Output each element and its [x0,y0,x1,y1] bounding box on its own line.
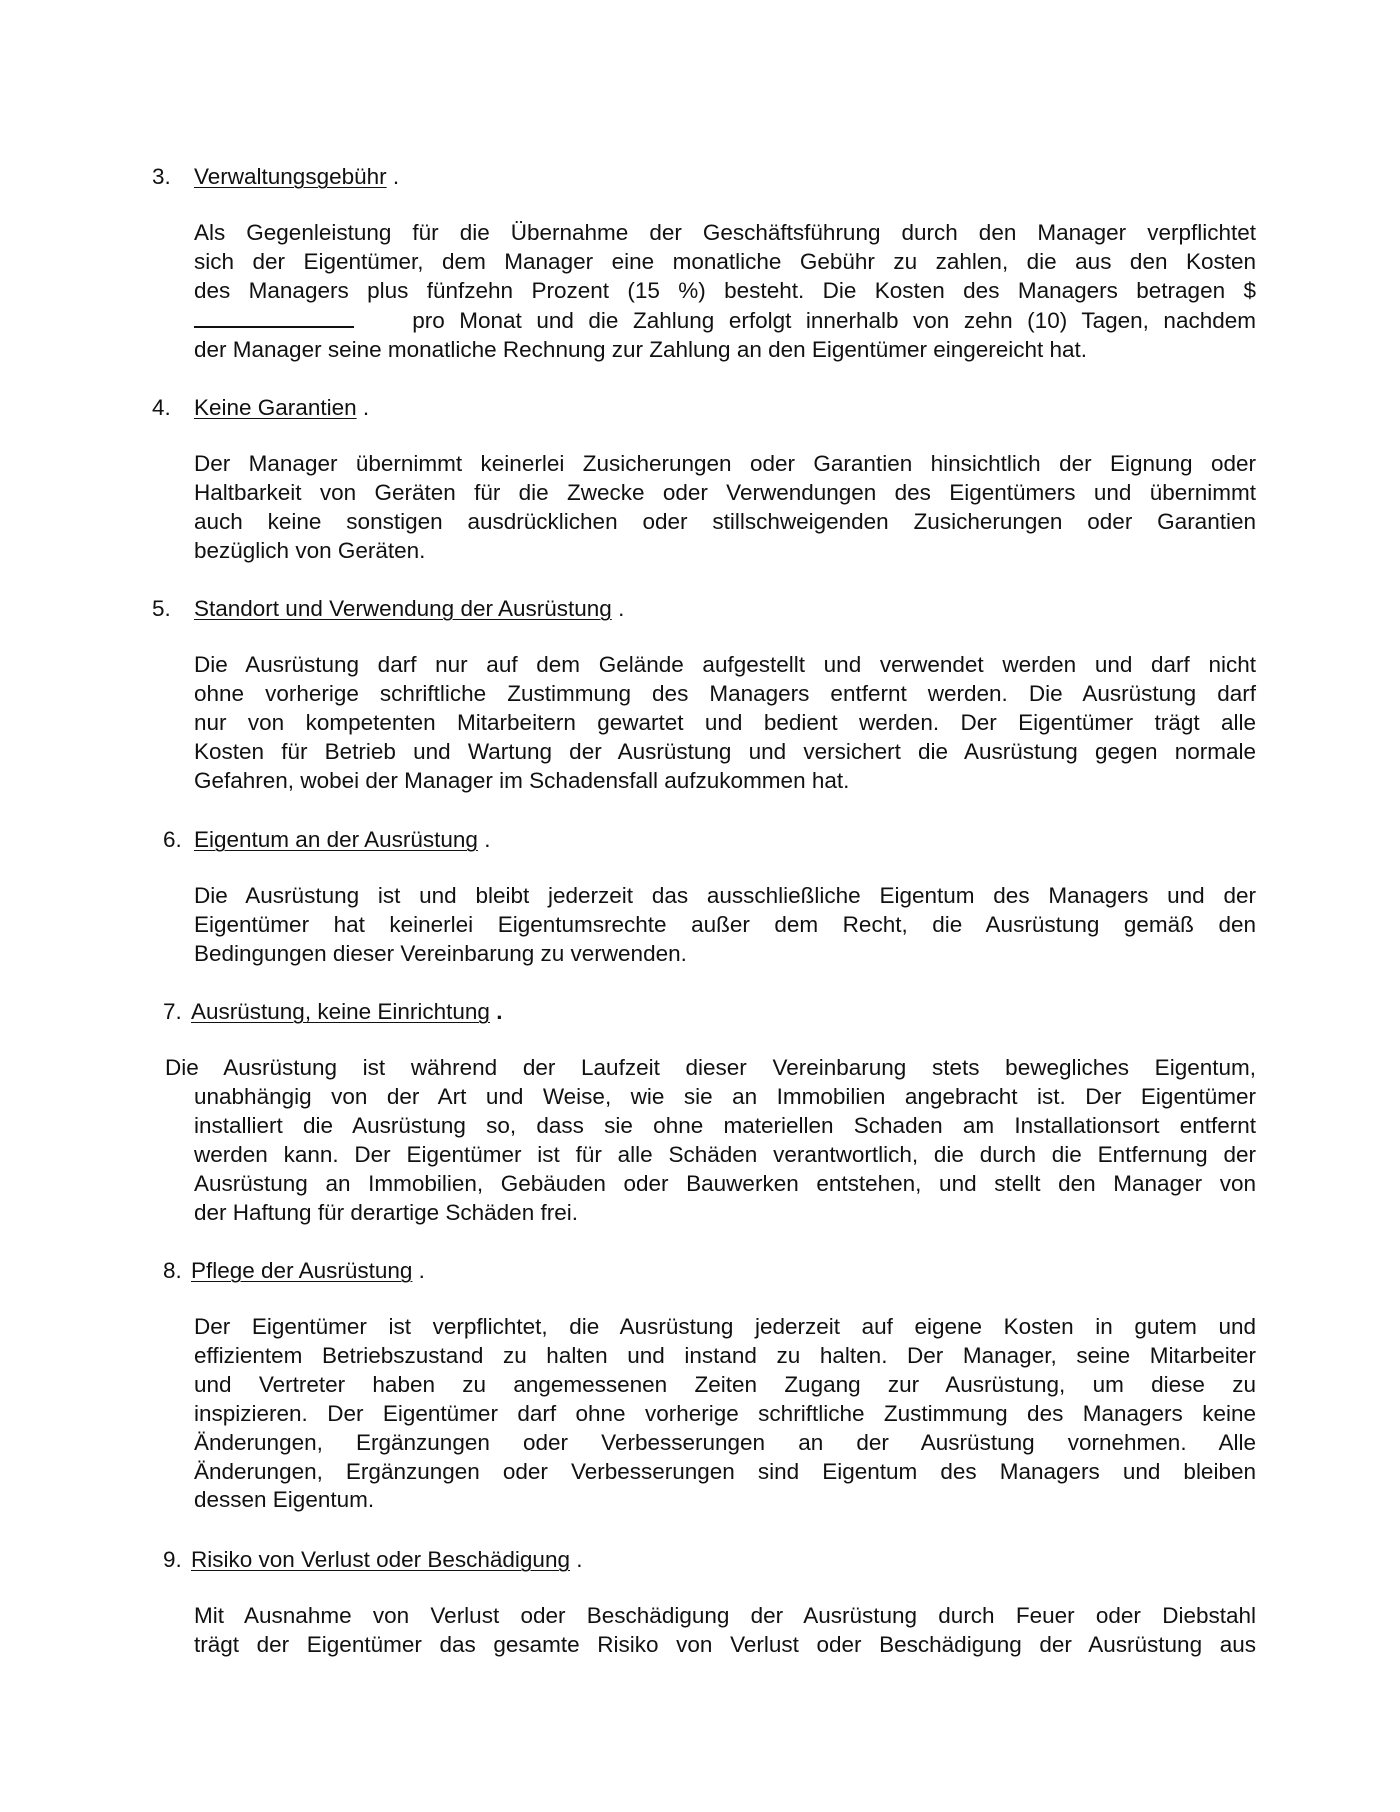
section-title-suffix: . [412,1258,425,1283]
text-line: Gefahren, wobei der Manager im Schadensfall aufzukommen hat. [194,767,850,793]
text-line: Eigentümer hat keinerlei Eigentumsrechte außer dem Recht, die Ausrüstung gemäß den [194,911,1256,937]
text-line: Haltbarkeit von Geräten für die Zwecke oder Verwendungen des Eigentümers und übernimmt [194,479,1256,505]
text-line: trägt der Eigentümer das gesamte Risiko von Verlust oder Beschädigung der Ausrüstung aus [194,1631,1256,1657]
text-line: auch keine sonstigen ausdrücklichen oder stillschweigenden Zusicherungen oder Garantien [194,508,1256,534]
section-title: Eigentum an der Ausrüstung [194,827,478,852]
section-title-suffix: . [611,596,625,621]
text-line: Die Ausrüstung ist während der Laufzeit dieser Vereinbarung stets bewegliches Eigentum, [165,1055,1256,1080]
text-line: Die Ausrüstung darf nur auf dem Gelände aufgestellt und verwendet werden und darf nicht [194,652,1256,677]
section-5-body [194,651,1256,796]
text-line: sich der Eigentümer, dem Manager eine monatliche Gebühr zu zahlen, die aus den Kosten [194,248,1256,274]
text-line: Bedingungen dieser Vereinbarung zu verwenden. [194,940,687,966]
section-title: Ausrüstung, keine Einrichtung [191,999,490,1024]
section-3-heading [152,162,399,191]
section-title-suffix: . [477,827,491,852]
text-line: der Manager seine monatliche Rechnung zur Zahlung an den Eigentümer eingereicht hat. [194,336,1088,362]
text-line: nur von kompetenten Mitarbeitern gewartet und bedient werden. Der Eigentümer trägt alle [194,709,1256,735]
section-title-suffix: . [569,1547,583,1572]
section-number: 4. [152,395,171,420]
section-title: Verwaltungsgebühr [194,164,387,189]
section-9-heading [163,1545,583,1574]
text-line: Mit Ausnahme von Verlust oder Beschädigung der Ausrüstung durch Feuer oder Diebstahl [194,1603,1256,1628]
text-line-with-blank [194,306,1256,336]
section-9-body [194,1602,1256,1660]
text-line: Änderungen, Ergänzungen oder Verbesserungen sind Eigentum des Managers und bleiben [194,1458,1256,1484]
section-title: Pflege der Ausrüstung [191,1258,413,1283]
section-number: 6. [163,827,182,852]
text-line: inspizieren. Der Eigentümer darf ohne vorherige schriftliche Zustimmung des Managers keine [194,1400,1256,1426]
section-4-body [194,450,1256,566]
section-title: Standort und Verwendung der Ausrüstung [194,596,612,621]
section-number: 7. [163,999,182,1024]
section-6-body [194,882,1256,969]
text-line: bezüglich von Geräten. [194,537,426,563]
text-line: Kosten für Betrieb und Wartung der Ausrüstung und versichert die Ausrüstung gegen normale [194,738,1256,764]
section-4-heading [152,393,369,422]
text-line: pro Monat und die Zahlung erfolgt innerhalb von zehn (10) Tagen, nachdem [412,307,1256,333]
section-6-heading [163,825,490,854]
fill-in-blank [194,306,354,328]
text-line: Ausrüstung an Immobilien, Gebäuden oder Bauwerken entstehen, und stellt den Manager von [194,1170,1256,1196]
section-title-suffix: . [386,164,400,189]
section-title: Risiko von Verlust oder Beschädigung [191,1547,570,1572]
section-5-heading [152,594,624,623]
text-line: ohne vorherige schriftliche Zustimmung des Managers entfernt werden. Die Ausrüstung darf [194,680,1256,706]
section-8-body [194,1313,1256,1515]
text-line: Die Ausrüstung ist und bleibt jederzeit das ausschließliche Eigentum des Managers und der [194,883,1256,908]
section-7-heading [163,997,502,1026]
text-line: Der Eigentümer ist verpflichtet, die Ausrüstung jederzeit auf eigene Kosten in gutem und [194,1314,1256,1339]
text-line: Änderungen, Ergänzungen oder Verbesserungen an der Ausrüstung vornehmen. Alle [194,1429,1256,1455]
text-line: Der Manager übernimmt keinerlei Zusicherungen oder Garantien hinsichtlich der Eignung oder [194,451,1256,476]
section-number: 5. [152,596,171,621]
section-7-body [165,1054,1256,1227]
text-line: werden kann. Der Eigentümer ist für alle Schäden verantwortlich, die durch die Entfernung der [194,1141,1256,1167]
section-title-suffix: . [356,395,370,420]
text-line: der Haftung für derartige Schäden frei. [194,1199,578,1225]
text-line: und Vertreter haben zu angemessenen Zeiten Zugang zur Ausrüstung, um diese zu [194,1371,1256,1397]
section-8-heading [163,1256,425,1285]
text-line: installiert die Ausrüstung so, dass sie ohne materiellen Schaden am Installationsort entfernt [194,1112,1256,1138]
section-title-suffix: . [489,999,503,1024]
text-line: effizientem Betriebszustand zu halten und instand zu halten. Der Manager, seine Mitarbeiter [194,1342,1256,1368]
text-line: des Managers plus fünfzehn Prozent (15 %) besteht. Die Kosten des Managers betragen $ [194,277,1256,303]
text-line: unabhängig von der Art und Weise, wie sie an Immobilien angebracht ist. Der Eigentümer [194,1083,1256,1109]
text-line: dessen Eigentum. [194,1487,375,1513]
section-3-body [194,219,1256,365]
section-number: 3. [152,164,171,189]
section-number: 8. [163,1258,182,1283]
text-line: Als Gegenleistung für die Übernahme der Geschäftsführung durch den Manager verpflichtet [194,220,1256,245]
section-title: Keine Garantien [194,395,357,420]
section-number: 9. [163,1547,182,1572]
